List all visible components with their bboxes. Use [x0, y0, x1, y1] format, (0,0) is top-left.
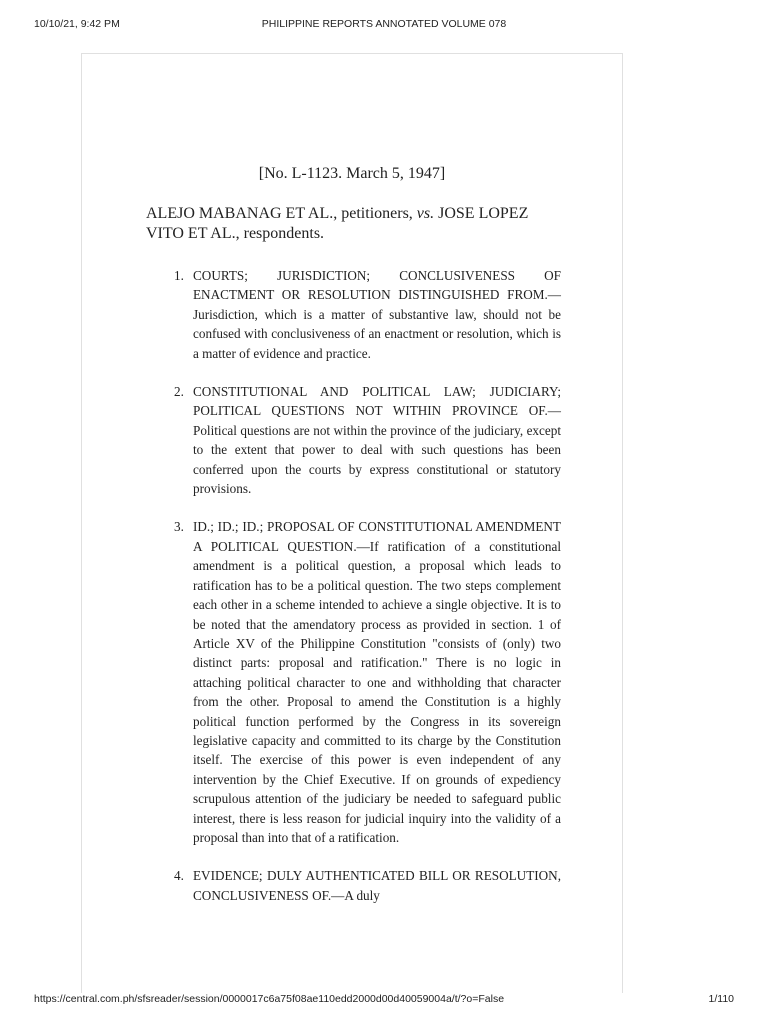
syllabus-item: [174, 266, 561, 363]
syllabus-number: 1.: [174, 268, 184, 283]
syllabus-number: 2.: [174, 384, 184, 400]
case-number: [No. L-1123. March 5, 1947]: [258, 165, 446, 182]
syllabus-list: [174, 266, 561, 924]
syllabus-text: CONSTITUTIONAL AND POLITICAL LAW; JUDICIARY; POLITICAL QUESTIONS NOT WITHIN PROVINCE OF.—Political questions are not within the province of the judiciary, except to the extent that power to deal with such questions has been conferred upon the courts by express constitutional or statutory provisions.: [193, 384, 561, 497]
syllabus-item: [174, 866, 561, 905]
syllabus-text: ID.; ID.; ID.; PROPOSAL OF CONSTITUTIONAL AMENDMENT A POLITICAL QUESTION.—If ratification of a constitutional amendment is a political question, a proposal which leads to ratification has to be a political question. The two steps complement each other in a scheme intended to achieve a single objective. It is to be noted that the amendatory process as provided in section. 1 of Article XV of the Philippine Constitution "consists of (only) two distinct parts: proposal and ratification." There is no logic in attaching political character to one and withholding that character from the other. Proposal to amend the Constitution is a highly political function performed by the Congress in its sovereign legislative capacity and committed to its charge by the Constitution itself. The exercise of this power is even independent of any intervention by the Chief Executive. If on grounds of expediency scrupulous attention of the judiciary be needed to safeguard public interest, there is less reason for judicial inquiry into the validity of a proposal than into that of a ratification.: [193, 519, 561, 845]
syllabus-number: 4.: [174, 868, 184, 884]
case-parties: [146, 204, 561, 244]
petitioners: ALEJO MABANAG ET AL., petitioners,: [146, 205, 413, 222]
print-datetime: 10/10/21, 9:42 PM: [34, 18, 120, 30]
page-indicator: 1/110: [708, 993, 734, 1005]
print-footer: [34, 993, 734, 1007]
syllabus-text: COURTS; JURISDICTION; CONCLUSIVENESS OF ENACTMENT OR RESOLUTION DISTINGUISHED FROM.—Jurisdiction, which is a matter of substantive law, should not be confused with conclusiveness of an enactment or resolution, which is a matter of evidence and practice.: [193, 268, 561, 361]
print-header: [34, 18, 734, 32]
syllabus-item: [174, 382, 561, 498]
document-page: [81, 53, 623, 993]
versus: vs.: [416, 205, 435, 222]
syllabus-item: [174, 517, 561, 847]
print-title: PHILIPPINE REPORTS ANNOTATED VOLUME 078: [261, 18, 507, 30]
page-url: https://central.com.ph/sfsreader/session/0000017c6a75f08ae110edd2000d00d40059004a/t/?o=False: [34, 993, 505, 1005]
respondents: JOSE LOPEZ VITO ET AL., respondents.: [146, 205, 529, 242]
syllabus-text: EVIDENCE; DULY AUTHENTICATED BILL OR RESOLUTION, CONCLUSIVENESS OF.—A duly: [193, 868, 561, 903]
syllabus-number: 3.: [174, 519, 184, 535]
